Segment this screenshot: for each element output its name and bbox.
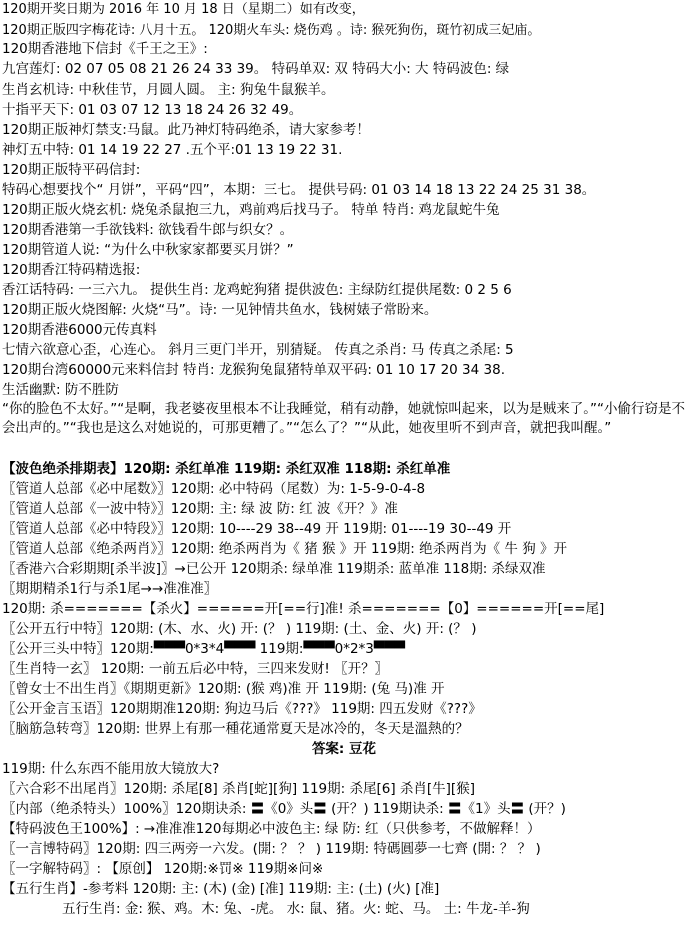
humor-paragraph: “你的脸色不太好。”“是啊，我老婆夜里根本不让我睡觉，稍有动静，她就惊叫起来，以为是贼来了。”“小偷行窃是不会出声的。”“我也是这么对她说的，可那更糟了。”“怎么了？”“从此，她夜里听不到声音，就把我叫醒。” [2,401,685,436]
fax-poem-line: 七情六欲意心歪，心连心。 斜月三更门半开，别猜疑。 传真之杀肖: 马 传真之杀尾: 5 [2,342,514,358]
five-elements-line: 〖公开五行中特〗120期: (木、水、火) 开: (？ ) 119期: (土、金、火) 开: (？ ) [2,621,477,637]
wave-kill-line: 【波色绝杀排期表】120期: 杀红单准 119期: 杀红双准 118期: 杀红单准 [2,461,451,477]
golden-words-line: 〖公开金言玉语〗120期期准120期: 狗边马后《???》 119期: 四五发财《???》 [2,701,482,717]
lamp-five-line: 神灯五中特: 01 14 19 22 27 .五个平:01 13 19 22 31. [2,142,343,158]
zodiac-poem-line: 生肖玄机诗: 中秋佳节，月圆人圆。 主: 狗兔牛鼠猴羊。 [2,82,335,98]
five-zodiac-line: 【五行生肖】-参考料 120期: 主: (木) (金) [准] 119期: 主: (土) (火) [准] [2,881,440,897]
fire-diagram-line: 120期正版火烧图解: 火烧“马”。诗: 一见钟情共鱼水，钱树婊子常盼来。 [2,302,438,318]
wave-king-line: 【特码波色王100%】: →准准准120每期必中波色主: 绿 防: 红（只供参考，不做解释！） [2,821,541,837]
fire-mystery-line: 120期正版火烧玄机: 烧兔杀鼠抱三九，鸡前鸡后找马子。 特单 特肖: 鸡龙鼠蛇牛兔 [2,202,500,218]
kill-row-line: 120期: 杀=======【杀火】======开[==行]准! 杀=======【0】======开[==尾] [2,601,605,617]
humor-title: 生活幽默: 防不胜防 [2,382,119,398]
kill-two-line: 〖管道人总部《绝杀两肖》〗120期: 绝杀两肖为《 猪 猴 》开 119期: 绝杀两肖为《 牛 狗 》开 [2,541,568,557]
taiwan-line: 120期台湾60000元来料信封 特肖: 龙猴狗兔鼠猪特单双平码: 01 10 17 20 34 38. [2,362,505,378]
must-tail-line: 〖管道人总部《必中尾数》〗120期: 必中特码（尾数）为: 1-5-9-0-4-8 [2,481,426,497]
pipe-man-line: 120期管道人说: “为什么中秋家家都要买月饼？” [2,242,294,258]
zodiac-mystery-line: 〖生肖特一玄〗 120期: 一前五后必中特，三四来发财! 〖开？〗 [2,661,389,677]
plum-poem-line: 120期正版四字梅花诗: 八月十五。 120期火车头: 烧伤鸡 。诗: 猴死狗伤，斑竹初成三妃庙。 [2,23,541,38]
ten-fingers-line: 十指平天下: 01 03 07 12 13 18 24 26 32 49。 [2,102,303,118]
riddle-answer: 答案: 豆花 [311,741,377,757]
xiangjiang-title: 120期香江特码精选报: [2,262,141,278]
lamp-ban-line: 120期正版神灯禁支:马鼠。此乃神灯特码绝杀，请大家参考！ [2,122,370,138]
nine-palace-line: 九宫莲灯: 02 07 05 08 21 26 24 33 39。 特码单双: 双 特码大小: 大 特码波色: 绿 [2,61,510,77]
ms-zeng-line: 〖曾女士不出生肖〗《期期更新》120期: (猴 鸡)准 开 119期: (兔 马)准 开 [2,681,445,697]
one-char-line: 〖一字解特码〗: 【原创】 120期:※罚※ 119期※问※ [2,861,324,877]
draw-date-line: 120期开奖日期为 2016 年 10 月 18 日（星期二）如有改变， [2,2,365,17]
element-zodiac-line: 五行生肖: 金: 猴、鸡。木: 兔、-虎。 水: 鼠、猪。火: 蛇、马。 土: 牛龙-羊-狗 [62,901,530,917]
half-wave-line: 〖香港六合彩期期[杀半波]〗→已公开 120期杀: 绿单准 119期杀: 蓝单准 118期: 杀绿双准 [2,561,546,577]
kill-row-title: 〖期期精杀1行与杀1尾→→准准准〗 [2,581,218,597]
special-envelope-title: 120期正版特平码信封: [2,162,141,178]
inner-kill-line: 〖内部（绝杀特头）100%〗120期诀杀: 〓《0》头〓 (开？) 119期诀杀: 〓《1》头〓 (开？) [2,801,566,817]
one-word-bet-line: 〖一言博特码〗120期: 四三两旁一六发。(開: ？ ？ ) 119期: 特碼圓夢一七齊 (開: ？ ？ ) [2,841,541,857]
riddle-line: 〖脑筋急转弯〗120期: 世界上有那一種花通常夏天是冰冷的，冬天是溫熱的？ [2,721,469,737]
mooncake-line: 特码心想要找个“ 月饼”，平码“四”，本期：三七。 提供号码: 01 03 14 18 13 22 24 25 31 38。 [2,182,596,198]
fax-title: 120期香港6000元传真料 [2,322,157,338]
no-tail-line: 〖六合彩不出尾肖〗120期: 杀尾[8] 杀肖[蛇][狗] 119期: 杀尾[6] 杀肖[牛][猴] [2,781,475,797]
three-heads-line: 〖公开三头中特〗120期:▀▀▀0*3*4▀▀▀ 119期:▀▀▀0*2*3▀▀▀ [2,641,406,657]
hk-envelope-title: 120期香港地下信封《千王之王》: [2,41,208,57]
first-hand-line: 120期香港第一手欲钱料: 欲钱看牛郎与织女？。 [2,222,294,238]
riddle-119-line: 119期: 什么东西不能用放大镜放大? [2,761,220,777]
one-wave-line: 〖管道人总部《一波中特》〗120期: 主: 绿 波 防: 红 波《开？》准 [2,501,398,517]
xiangjiang-line: 香江话特码: 一三六九。 提供生肖: 龙鸡蛇狗猪 提供波色: 主绿防红提供尾数: 0 2 5 6 [2,282,512,298]
segment-line: 〖管道人总部《必中特段》〗120期: 10----29 38--49 开 119期: 01----19 30--49 开 [2,521,512,537]
